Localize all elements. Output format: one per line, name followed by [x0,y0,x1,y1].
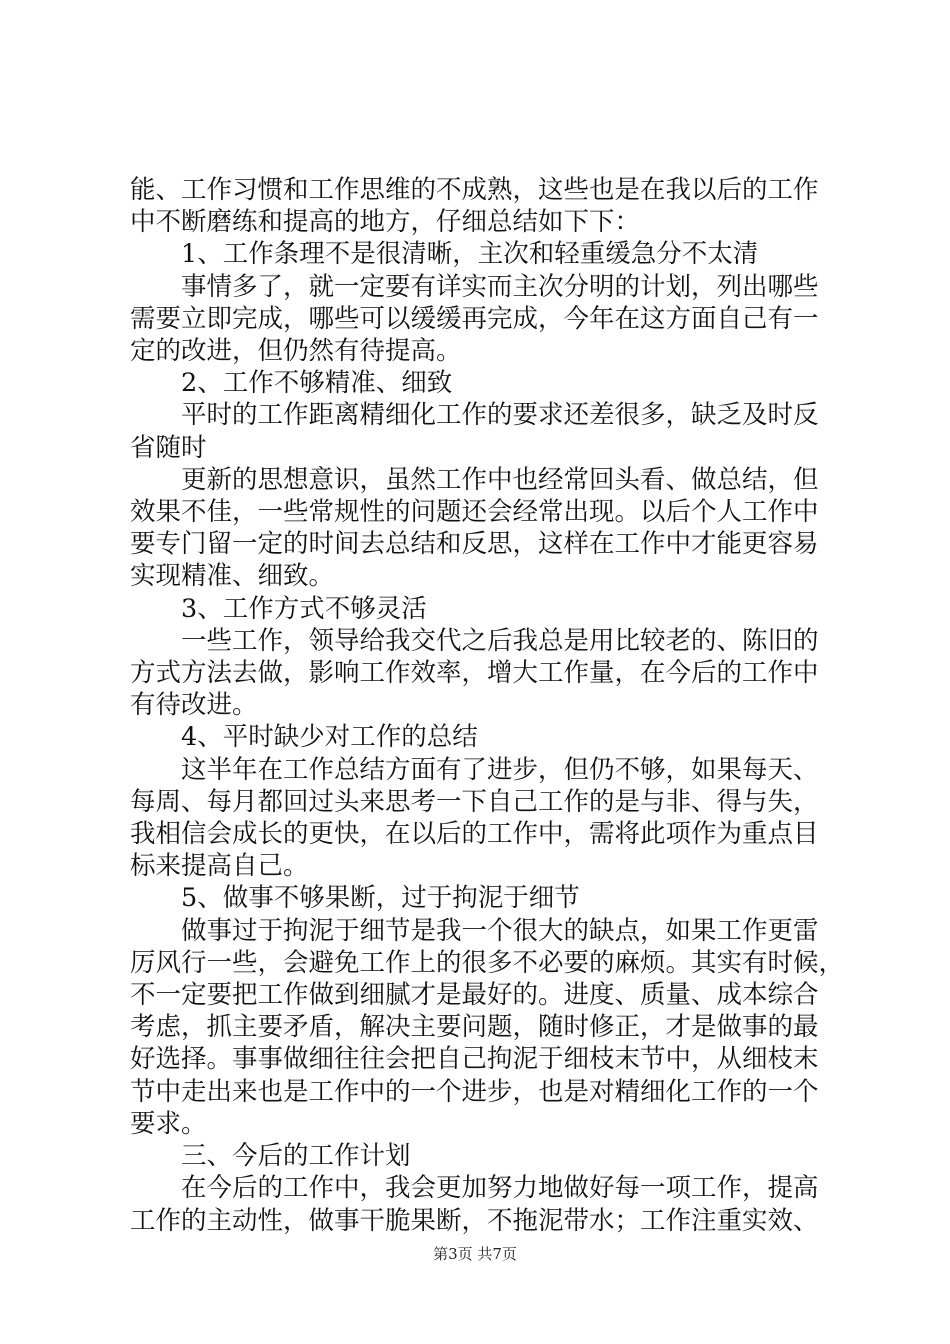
text-line: 能、工作习惯和工作思维的不成熟，这些也是在我以后的工作 [130,175,819,205]
text-line: 实现精准、细致。 [130,561,335,592]
text-line: 工作的主动性，做事干脆果断，不拖泥带水；工作注重实效、 [130,1205,819,1236]
text-line: 节中走出来也是工作中的一个进步，也是对精细化工作的一个 [130,1076,819,1107]
text-line: 省随时 [130,432,207,463]
text-line: 更新的思想意识，虽然工作中也经常回头看、做总结，但 [181,464,819,495]
text-line: 1、工作条理不是很清晰，主次和轻重缓急分不太清 [181,239,759,270]
text-line: 一些工作，领导给我交代之后我总是用比较老的、陈旧的 [181,625,819,656]
page-footer: 第3页 共7页 [433,1245,517,1263]
text-line: 事情多了，就一定要有详实而主次分明的计划，列出哪些 [181,271,819,302]
text-line: 做事过于拘泥于细节是我一个很大的缺点，如果工作更雷 [181,915,819,946]
text-line: 要求。 [130,1108,207,1139]
text-line: 要专门留一定的时间去总结和反思，这样在工作中才能更容易 [130,529,819,560]
text-line: 每周、每月都回过头来思考一下自己工作的是与非、得与失， [130,786,819,817]
text-line: 平时的工作距离精细化工作的要求还差很多，缺乏及时反 [181,400,819,431]
text-line: 有待改进。 [130,690,258,721]
text-line: 中不断磨练和提高的地方，仔细总结如下下： [130,207,641,238]
text-line: 标来提高自己。 [130,851,309,882]
text-line: 5、做事不够果断，过于拘泥于细节 [181,883,580,914]
text-line: 这半年在工作总结方面有了进步，但仍不够，如果每天、 [181,754,819,785]
text-line: 我相信会成长的更快，在以后的工作中，需将此项作为重点目 [130,819,819,850]
text-line: 好选择。事事做细往往会把自己拘泥于细枝末节中，从细枝末 [130,1044,819,1075]
text-line: 定的改进，但仍然有待提高。 [130,336,462,367]
text-line: 2、工作不够精准、细致 [181,368,453,399]
text-line: 需要立即完成，哪些可以缓缓再完成，今年在这方面自己有一 [130,303,819,334]
text-line: 效果不佳，一些常规性的问题还会经常出现。以后个人工作中 [130,497,819,528]
text-line: 4、平时缺少对工作的总结 [181,722,478,753]
text-line: 3、工作方式不够灵活 [181,593,427,624]
text-line: 三、今后的工作计划 [181,1141,411,1172]
text-line: 在今后的工作中，我会更加努力地做好每一项工作，提高 [181,1173,819,1204]
document-body [130,174,845,1237]
text-line: 不一定要把工作做到细腻才是最好的。进度、质量、成本综合 [130,980,819,1011]
text-line: 考虑，抓主要矛盾，解决主要问题，随时修正，才是做事的最 [130,1012,819,1043]
text-line: 厉风行一些，会避免工作上的很多不必要的麻烦。其实有时候， [130,947,845,978]
text-line: 方式方法去做，影响工作效率，增大工作量，在今后的工作中 [130,658,819,689]
